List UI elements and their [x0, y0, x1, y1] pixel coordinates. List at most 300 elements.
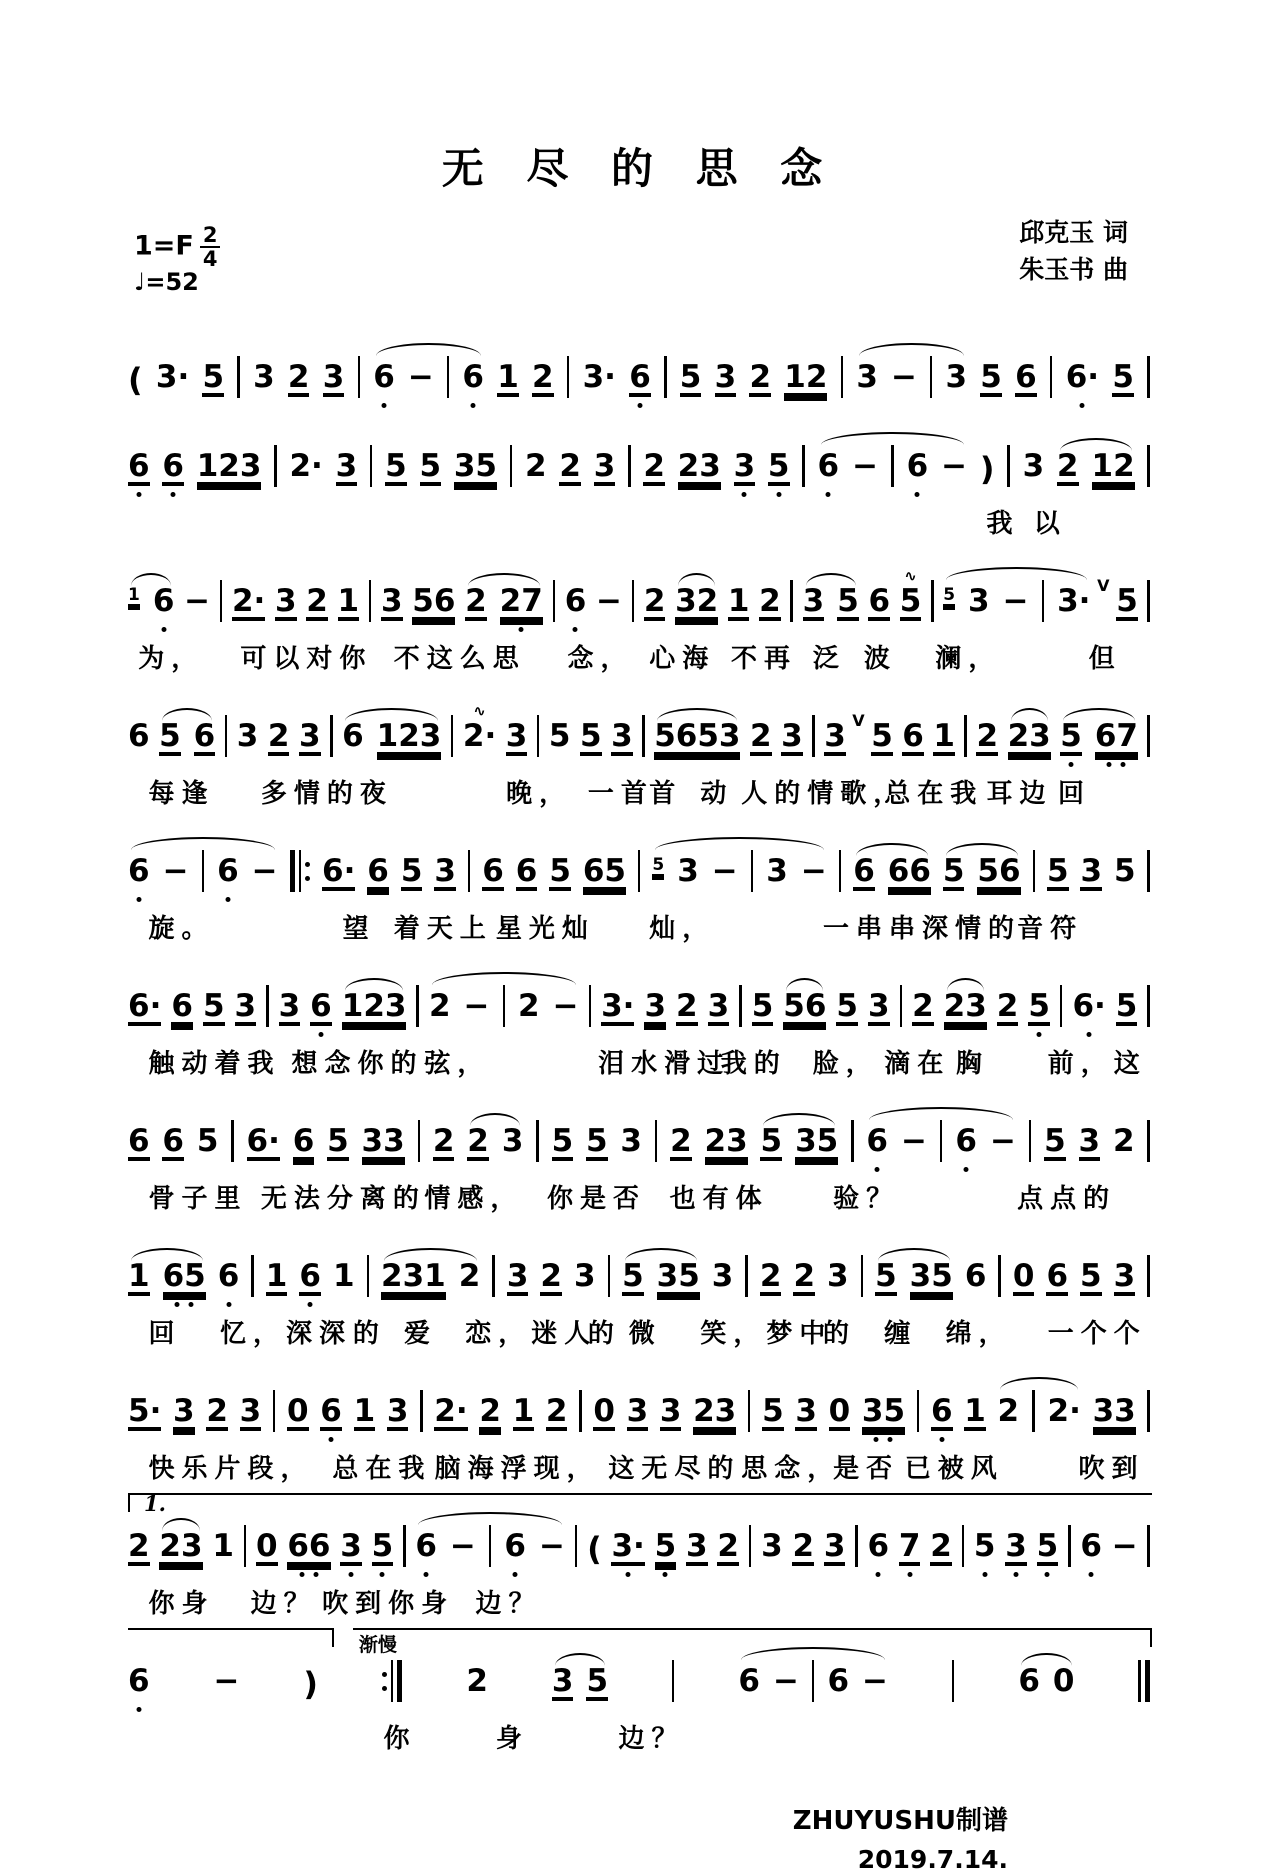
note-value: 3 — [434, 853, 456, 889]
music-line — [128, 830, 1150, 946]
note — [670, 1123, 692, 1170]
note — [1113, 853, 1136, 900]
note-value: 2 — [643, 583, 666, 619]
octave-dot — [1045, 1572, 1050, 1577]
octave-dot — [513, 1572, 518, 1577]
octave-dots — [875, 1167, 880, 1172]
note — [626, 1393, 649, 1440]
note — [611, 1528, 645, 1575]
barline — [917, 1390, 920, 1432]
note — [867, 1528, 890, 1575]
note-value: 6 — [1018, 1663, 1040, 1699]
note — [875, 1258, 897, 1305]
slur-group — [675, 583, 719, 630]
note — [231, 583, 266, 630]
repeat-dot — [382, 1686, 387, 1691]
note — [532, 359, 554, 406]
note-value: 1 — [265, 1258, 288, 1294]
note-value: 3 — [824, 718, 846, 754]
note-value: 6 — [162, 1123, 184, 1159]
note-value: 5 — [875, 1258, 897, 1294]
note — [265, 1258, 288, 1305]
note — [159, 718, 181, 765]
note — [159, 1528, 203, 1575]
note — [538, 1528, 565, 1575]
barline — [851, 1120, 854, 1162]
note-value: 1 — [512, 1393, 535, 1429]
note — [128, 1123, 150, 1170]
note — [823, 1528, 846, 1575]
note-value: 3 — [968, 583, 990, 619]
barline — [812, 715, 815, 757]
octave-dots — [519, 627, 524, 632]
barline — [1147, 445, 1150, 487]
note — [322, 359, 345, 406]
music-line — [128, 1370, 1150, 1486]
note — [1015, 359, 1037, 406]
barline — [962, 1525, 965, 1567]
note-value: 3 — [253, 359, 275, 395]
note-value: 6 — [866, 1123, 888, 1159]
octave-dot — [136, 897, 141, 902]
note-value: 5 — [1080, 1258, 1102, 1294]
note-value: − — [941, 448, 968, 484]
note-value: 6 — [128, 853, 150, 889]
note-value: − — [711, 853, 738, 889]
note — [824, 718, 846, 765]
note — [341, 988, 407, 1035]
note — [162, 853, 189, 900]
note-value: 5 — [202, 988, 225, 1024]
lyric: 一个个 — [1047, 1318, 1147, 1348]
note — [551, 1123, 574, 1170]
note — [173, 1393, 195, 1440]
note-value: 2 — [792, 1528, 815, 1564]
note-value: 2 — [467, 1123, 489, 1159]
lyric: 总在我 — [884, 778, 984, 808]
octave-dots — [637, 403, 642, 408]
note — [212, 1528, 234, 1575]
music-line — [128, 1491, 1150, 1621]
barline — [745, 1255, 748, 1297]
note — [275, 583, 297, 630]
note — [955, 1123, 977, 1170]
barline — [330, 715, 333, 757]
note-value: 5 — [549, 853, 571, 889]
note-value: 6 — [564, 583, 587, 619]
notes-row — [128, 1235, 1150, 1305]
grace-note — [652, 857, 664, 900]
note — [432, 1123, 455, 1170]
breath-mark: V — [1097, 576, 1110, 595]
note — [1080, 853, 1103, 900]
note-value: 2 — [466, 1663, 488, 1699]
note — [292, 1123, 315, 1170]
note — [772, 1663, 799, 1710]
note — [298, 718, 321, 765]
lyric: 你身 — [148, 1588, 215, 1618]
note-value: 5653 — [654, 718, 741, 754]
note-value: − — [862, 1663, 888, 1699]
lyric: 人的情歌， — [741, 778, 907, 808]
note-value: 231 — [381, 1258, 446, 1294]
barline — [369, 580, 372, 622]
note — [711, 853, 738, 900]
note — [525, 448, 547, 495]
octave-dots — [171, 492, 176, 497]
octave-dot — [1014, 1572, 1019, 1577]
octave-dots — [1089, 1572, 1094, 1577]
note-value: 2 — [643, 448, 665, 484]
note-value: 3· — [582, 359, 616, 395]
notes-row — [128, 560, 1150, 630]
score — [128, 336, 1150, 1756]
barline — [900, 985, 903, 1027]
barline — [553, 580, 556, 622]
note-value: 3 — [335, 448, 358, 484]
octave-dot — [742, 492, 747, 497]
note-value: 123 — [196, 448, 262, 484]
note-value: 1 — [128, 1258, 150, 1294]
note — [1046, 1258, 1069, 1305]
note — [620, 1123, 642, 1170]
lyric: 缠 — [884, 1318, 918, 1348]
barline — [231, 1120, 234, 1162]
barline — [952, 1660, 955, 1702]
parenthesis: ) — [303, 1665, 319, 1703]
note-value: − — [213, 1663, 240, 1699]
note — [434, 853, 456, 900]
octave-dots — [663, 1572, 668, 1577]
barline — [1007, 445, 1010, 487]
lyrics-row — [128, 1313, 1150, 1351]
lyric: 快乐片段， — [148, 1453, 314, 1483]
note-value: 5 — [980, 359, 1002, 395]
lyric: 弦， — [424, 1048, 491, 1078]
note — [564, 583, 587, 630]
note — [629, 359, 651, 406]
barline — [1147, 1120, 1150, 1162]
note-value: 6 — [868, 583, 891, 619]
note-value: 5· — [128, 1393, 162, 1429]
note — [340, 1528, 362, 1575]
note-value: 5 — [654, 1528, 677, 1564]
barline — [489, 1525, 492, 1567]
octave-dots — [982, 1572, 987, 1577]
note-value: 2 — [525, 448, 547, 484]
lyric: 也有体 — [669, 1183, 769, 1213]
note-value: 56 — [412, 583, 456, 619]
note — [337, 583, 360, 630]
note-value: 5 — [159, 718, 181, 754]
note-value: 33 — [1092, 1393, 1136, 1429]
note — [253, 359, 275, 406]
engraving-date: 2019.7.14. — [857, 1845, 1008, 1874]
note-value: 5 — [1060, 718, 1082, 754]
note-value: 6 — [310, 988, 332, 1024]
note — [213, 1663, 240, 1710]
note-value: 3 — [386, 1393, 409, 1429]
lyric: 灿， — [649, 913, 716, 943]
octave-dot — [225, 897, 230, 902]
note — [152, 583, 175, 630]
octave-dot — [1080, 403, 1085, 408]
barline — [447, 356, 450, 398]
note-value: 66 — [887, 853, 931, 889]
note — [466, 1663, 488, 1710]
note-value: 3 — [714, 359, 737, 395]
lyrics-row — [128, 1583, 1150, 1621]
note-value: 5 — [762, 1393, 784, 1429]
lyric: 的 — [352, 1318, 386, 1348]
note — [942, 853, 965, 900]
note-value: 6 — [217, 853, 239, 889]
note-value: 3 — [677, 853, 699, 889]
octave-dot — [1121, 762, 1126, 767]
note-value: 5 — [1112, 359, 1134, 395]
note — [1022, 448, 1045, 495]
note — [353, 1393, 376, 1440]
octave-dot — [349, 1572, 354, 1577]
note — [704, 1123, 748, 1170]
music-line — [128, 1100, 1150, 1216]
octave-dots — [1037, 1032, 1042, 1037]
lyric: 为， — [138, 643, 205, 673]
barline — [367, 1255, 370, 1297]
note-value: 5 — [1046, 853, 1069, 889]
octave-dots — [318, 1032, 323, 1037]
octave-dots — [826, 492, 831, 497]
note — [827, 1663, 850, 1710]
note-value: 3 — [275, 583, 297, 619]
lyric: 不这么思 — [393, 643, 526, 673]
note-value: 3 — [239, 1393, 262, 1429]
note — [512, 1393, 535, 1440]
octave-dots — [299, 1572, 318, 1577]
octave-dot — [875, 1167, 880, 1172]
note — [1056, 448, 1079, 495]
final-barline — [1138, 1660, 1150, 1702]
lyric: 心海 — [649, 643, 716, 673]
lyric: 边？ — [475, 1588, 542, 1618]
note-value: − — [251, 853, 278, 889]
note — [467, 1123, 489, 1170]
note-value: 2 — [976, 718, 999, 754]
barline — [1147, 850, 1150, 892]
note — [1052, 1663, 1075, 1710]
octave-dot — [519, 627, 524, 632]
barline — [237, 356, 240, 398]
note-value: 67 — [1094, 718, 1138, 754]
note-value: 0 — [828, 1393, 851, 1429]
lyric: 想念你的 — [291, 1048, 424, 1078]
note — [1060, 718, 1082, 765]
barline — [855, 1525, 858, 1567]
note-value: 3 — [802, 583, 825, 619]
barline — [998, 1255, 1001, 1297]
lyric: 可以对你 — [240, 643, 373, 673]
note — [463, 988, 490, 1035]
barline — [1147, 985, 1150, 1027]
note — [964, 1258, 987, 1305]
octave-dots — [939, 1437, 944, 1442]
lyric: 胸 — [955, 1048, 989, 1078]
music-line — [128, 1635, 1150, 1756]
lyric: 念， — [567, 643, 634, 673]
slur-group — [875, 1258, 953, 1305]
note — [206, 1393, 228, 1440]
barline — [1029, 1120, 1032, 1162]
lyrics-row — [128, 1178, 1150, 1216]
note-value: − — [407, 359, 434, 395]
octave-dot — [626, 1572, 631, 1577]
score-content — [128, 0, 1150, 1874]
note-value: 6 — [902, 718, 924, 754]
note — [973, 1528, 996, 1575]
slur-group — [128, 1258, 206, 1305]
note-value: 5 — [202, 359, 225, 395]
note — [246, 1123, 280, 1170]
barline — [751, 850, 754, 892]
note-value: 23 — [159, 1528, 203, 1564]
note-value: 3 — [761, 1528, 783, 1564]
footer — [128, 1800, 1150, 1874]
note — [941, 448, 968, 495]
note-value: 5 — [760, 1123, 783, 1159]
note — [371, 1528, 394, 1575]
note — [559, 448, 581, 495]
note-value: 6 — [128, 448, 150, 484]
barline — [841, 356, 844, 398]
note — [644, 988, 667, 1035]
barline — [964, 715, 967, 757]
slur-group — [341, 988, 407, 1035]
note — [573, 1258, 596, 1305]
slur-group — [652, 850, 826, 900]
note — [453, 448, 497, 495]
note — [479, 1393, 501, 1440]
note-value: 3 — [506, 1258, 529, 1294]
note-value: 5 — [836, 988, 858, 1024]
note-value: 1 — [332, 1258, 355, 1294]
lyrics-row — [128, 908, 1150, 946]
note-value: 56 — [783, 988, 827, 1024]
slur-group — [942, 853, 1021, 900]
note-value: 1 — [337, 583, 360, 619]
note — [251, 853, 278, 900]
note — [361, 1123, 405, 1170]
note-value: 2 — [1056, 448, 1079, 484]
note-value: 1 — [128, 585, 140, 605]
note-value: 6 — [152, 583, 175, 619]
note — [676, 988, 698, 1035]
note — [545, 1393, 568, 1440]
barline — [861, 1255, 864, 1297]
lyric: 骨子里 — [148, 1183, 248, 1213]
octave-dot — [1069, 762, 1074, 767]
octave-dot — [471, 403, 476, 408]
lyric: 边？ — [618, 1723, 685, 1753]
thick-bar — [290, 850, 295, 892]
note — [837, 583, 859, 630]
note-value: 5 — [327, 1123, 349, 1159]
note — [1005, 1528, 1027, 1575]
note — [686, 1528, 708, 1575]
octave-dot — [964, 1167, 969, 1172]
lyric: 已被风 — [904, 1453, 1004, 1483]
barline — [251, 1255, 254, 1297]
note — [482, 853, 504, 900]
note-value: 3 — [795, 1393, 817, 1429]
barline — [589, 985, 592, 1027]
note-value: 6 — [373, 359, 395, 395]
note-value: 6· — [128, 988, 162, 1024]
note — [196, 1123, 219, 1170]
barline — [266, 985, 269, 1027]
note-value: 6 — [367, 853, 389, 889]
note — [449, 1528, 476, 1575]
time-denominator: 4 — [202, 247, 218, 272]
barline — [632, 580, 635, 622]
octave-dots — [742, 492, 747, 497]
credits — [1019, 214, 1128, 288]
note — [856, 359, 878, 406]
barline — [403, 1525, 406, 1567]
lyric: 泛 — [812, 643, 846, 673]
octave-dots — [329, 1437, 334, 1442]
octave-dot — [776, 492, 781, 497]
note-value: 1 — [497, 359, 519, 395]
note-value: 3 — [340, 1528, 362, 1564]
note — [902, 718, 924, 765]
note — [381, 1258, 446, 1305]
note — [656, 1258, 700, 1305]
note — [714, 359, 737, 406]
octave-dots — [136, 492, 141, 497]
note-value: 5 — [1044, 1123, 1066, 1159]
slur-group — [856, 356, 967, 406]
lyric: 首 — [649, 778, 683, 808]
note-value: 5 — [1113, 853, 1136, 889]
barline — [1060, 985, 1063, 1027]
lyric: 我的 — [720, 1048, 787, 1078]
barline — [655, 1120, 658, 1162]
note-value: − — [890, 359, 917, 395]
note-value: 2· — [1047, 1393, 1081, 1429]
note — [827, 1258, 849, 1305]
note — [236, 718, 259, 765]
lyric: 边？ — [250, 1588, 317, 1618]
note — [367, 853, 389, 900]
lyric: 触动着我 — [148, 1048, 281, 1078]
note — [428, 988, 451, 1035]
note — [707, 988, 730, 1035]
note — [193, 718, 216, 765]
octave-dots — [874, 1437, 893, 1442]
note — [579, 718, 602, 765]
note — [997, 1393, 1020, 1440]
note — [912, 988, 934, 1035]
thick-bar — [1145, 1660, 1150, 1702]
song-title: 无 尽 的 思 念 — [441, 144, 837, 193]
barline — [839, 850, 842, 892]
note — [943, 988, 987, 1035]
lyric: 微 — [628, 1318, 662, 1348]
note — [400, 853, 423, 900]
lyric: 每逢 — [148, 778, 215, 808]
note — [1036, 1528, 1059, 1575]
note — [1092, 1393, 1136, 1440]
